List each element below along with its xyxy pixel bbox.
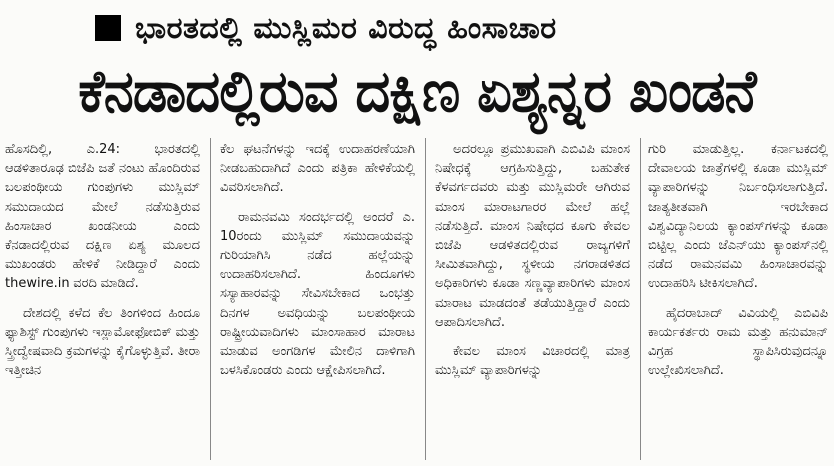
article-column-2 — [220, 140, 415, 462]
column-divider — [210, 138, 211, 460]
paragraph: ದೇಶದಲ್ಲಿ ಕಳೆದ ಕೆಲ ತಿಂಗಳಿಂದ ಹಿಂದೂ ಫ್ಯಾಶಿಸ್ಟ್ ಗುಂಪುಗಳು ಇಸ್ಲಾಮೋಫೋಬಿಕ್ ಮತ್ತು ಸ್ತ್ರೀದ್ವೇಷವಾದಿ ಕ್ರಮಗಳನ್ನು ಕೈಗೊಳ್ಳುತ್ತಿವೆ. ತೀರಾ ಇತ್ತೀಚಿನ — [5, 305, 200, 379]
paragraph: ರಾಮನವಮಿ ಸಂದರ್ಭದಲ್ಲಿ ಅಂದರೆ ಎ. 10ರಂದು ಮುಸ್ಲಿಮ್ ಸಮುದಾಯವನ್ನು ಗುರಿಯಾಗಿಸಿ ನಡೆದ ಹಲ್ಲೆಯನ್ನು ಉದಾಹರಿಸಲಾಗಿದೆ. ಹಿಂದೂಗಳು ಸಸ್ಯಾಹಾರವನ್ನು ಸೇವಿಸಬೇಕಾದ ಒಂಭತ್ತು ದಿನಗಳ ಅವಧಿಯನ್ನು ಬಲಪಂಥೀಯ ರಾಷ್ಟ್ರೀಯವಾದಿಗಳು ಮಾಂಸಾಹಾರ ಮಾರಾಟ ಮಾಡುವ ಅಂಗಡಿಗಳ ಮೇಲಿನ ದಾಳಿಗಾಗಿ ಬಳಸಿಕೊಂಡರು ಎಂದು ಆಕ್ಷೇಪಿಸಲಾಗಿದೆ. — [220, 209, 415, 379]
paragraph: ಹೈದರಾಬಾದ್ ವಿವಿಯಲ್ಲಿ ಎಬಿವಿಪಿ ಕಾರ್ಯಕರ್ತರು ರಾಮ ಮತ್ತು ಹನುಮಾನ್ ವಿಗ್ರಹ ಸ್ಥಾಪಿಸಿರುವುದನ್ನೂ ಉಲ್ಲೇಖಿಸಲಾಗಿದೆ. — [648, 305, 828, 379]
bullet-square-icon — [95, 15, 121, 41]
paragraph: ಗುರಿ ಮಾಡುತ್ತಿಲ್ಲ. ಕರ್ನಾಟಕದಲ್ಲಿ ದೇವಾಲಯ ಜಾತ್ರೆಗಳಲ್ಲಿ ಕೂಡಾ ಮುಸ್ಲಿಮ್ ವ್ಯಾಪಾರಿಗಳನ್ನು ನಿರ್ಬಂಧಿಸಲಾಗುತ್ತಿದೆ. ಜಾತ್ಯತೀತವಾಗಿ ಇರಬೇಕಾದ ವಿಶ್ವವಿದ್ಯಾನಿಲಯ ಕ್ಯಾಂಪಸ್‌ಗಳನ್ನು ಕೂಡಾ ಬಿಟ್ಟಿಲ್ಲ ಎಂದು ಜೆಎನ್‌ಯು ಕ್ಯಾಂಪಸ್‌ನಲ್ಲಿ ನಡೆದ ರಾಮನವಮಿ ಹಿಂಸಾಚಾರವನ್ನು ಉದಾಹರಿಸಿ ಟೀಕಿಸಲಾಗಿದೆ. — [648, 142, 828, 292]
article-column-4 — [648, 140, 828, 462]
column-divider — [640, 138, 641, 460]
article-column-3 — [435, 140, 630, 462]
paragraph: ಅದರಲ್ಲೂ ಪ್ರಮುಖವಾಗಿ ಎಬಿವಿಪಿ ಮಾಂಸ ನಿಷೇಧಕ್ಕೆ ಆಗ್ರಹಿಸುತ್ತಿದ್ದು, ಬಹುತೇಕ ಕೆಳವರ್ಗದವರು ಮತ್ತು ಮುಸ್ಲಿಮರೇ ಆಗಿರುವ ಮಾಂಸ ಮಾರಾಟಗಾರರ ಮೇಲೆ ಹಲ್ಲೆ ನಡೆಸುತ್ತಿದೆ. ಮಾಂಸ ನಿಷೇಧದ ಕೂಗು ಕೇವಲ ಬಿಜೆಪಿ ಆಡಳಿತದಲ್ಲಿರುವ ರಾಜ್ಯಗಳಿಗೆ ಸೀಮಿತವಾಗಿದ್ದು, ಸ್ಥಳೀಯ ನಗರಾಡಳಿತದ ಅಧಿಕಾರಿಗಳು ಕೂಡಾ ಸಣ್ಣವ್ಯಾಪಾರಿಗಳು ಮಾಂಸ ಮಾರಾಟ ಮಾಡದಂತೆ ತಡೆಯುತ್ತಿದ್ದಾರೆ ಎಂದು ಆಪಾದಿಸಲಾಗಿದೆ. — [435, 142, 630, 330]
kicker-text: ಭಾರತದಲ್ಲಿ ಮುಸ್ಲಿಮರ ವಿರುದ್ಧ ಹಿಂಸಾಚಾರ — [135, 10, 557, 46]
paragraph: ಕೇವಲ ಮಾಂಸ ವಿಚಾರದಲ್ಲಿ ಮಾತ್ರ ಮುಸ್ಲಿಮ್ ವ್ಯಾಪಾರಿಗಳನ್ನು — [435, 344, 630, 379]
column-divider — [425, 138, 426, 460]
paragraph: ಹೊಸದಿಲ್ಲಿ, ಎ.24: ಭಾರತದಲ್ಲಿ ಆಡಳಿತಾರೂಢ ಬಿಜೆಪಿ ಜತೆ ನಂಟು ಹೊಂದಿರುವ ಬಲಪಂಥೀಯ ಗುಂಪುಗಳು ಮುಸ್ಲಿಮ್ ಸಮುದಾಯದ ಮೇಲೆ ನಡೆಸುತ್ತಿರುವ ಹಿಂಸಾಚಾರ ಖಂಡನೀಯ ಎಂದು ಕೆನಡಾದಲ್ಲಿರುವ ದಕ್ಷಿಣ ಏಶ್ಯ ಮೂಲದ ಮುಖಂಡರು ಹೇಳಿಕೆ ನೀಡಿದ್ದಾರೆ ಎಂದು thewire.in ವರದಿ ಮಾಡಿದೆ. — [5, 142, 200, 292]
kicker-line — [95, 6, 795, 50]
paragraph: ಕೆಲ ಘಟನೆಗಳನ್ನು ಇದಕ್ಕೆ ಉದಾಹರಣೆಯಾಗಿ ನೀಡಬಹುದಾಗಿದೆ ಎಂದು ಪತ್ರಿಕಾ ಹೇಳಿಕೆಯಲ್ಲಿ ವಿವರಿಸಲಾಗಿದೆ. — [220, 142, 415, 196]
headline: ಕೆನಡಾದಲ್ಲಿರುವ ದಕ್ಷಿಣ ಏಶ್ಯನ್ನರ ಖಂಡನೆ — [78, 57, 756, 125]
article-column-1 — [5, 140, 200, 462]
